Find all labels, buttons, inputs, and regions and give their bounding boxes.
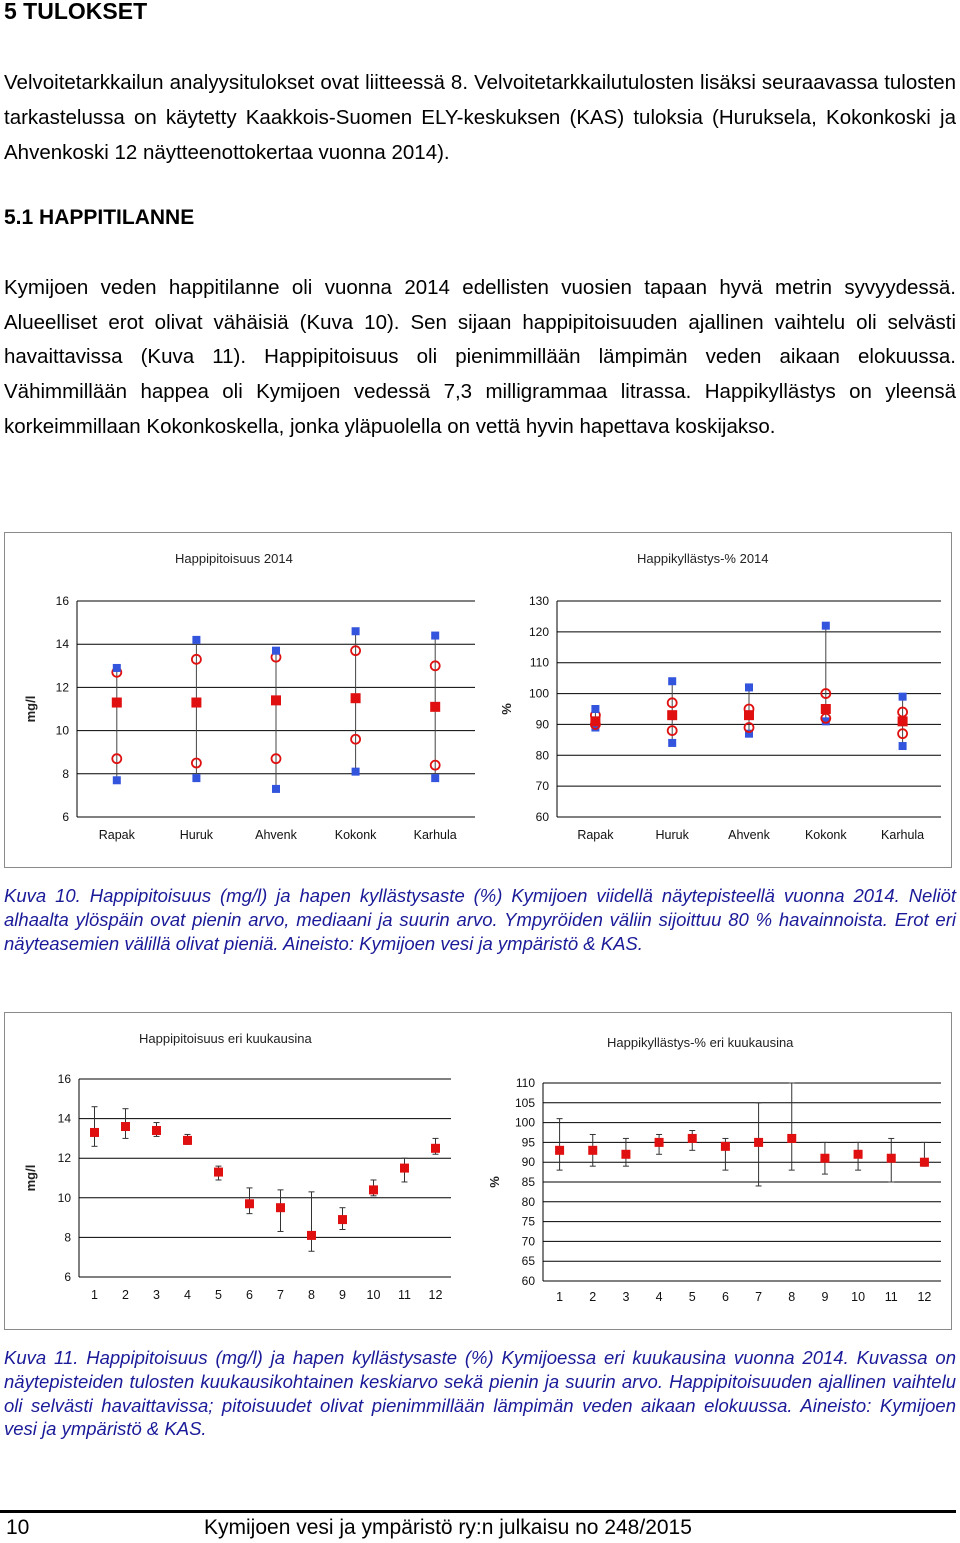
chart-1 (23, 551, 475, 842)
max-min-marker (745, 683, 753, 691)
x-tick-label: 8 (788, 1290, 796, 1304)
y-tick-label: 95 (521, 1135, 535, 1150)
max-min-marker (822, 622, 830, 630)
median-marker (112, 698, 122, 708)
x-tick-label: Huruk (179, 828, 214, 842)
y-tick-label: 6 (62, 810, 69, 824)
x-tick-label: 2 (122, 1288, 129, 1302)
x-tick-label: 1 (91, 1288, 98, 1302)
chart-title: Happipitoisuus 2014 (175, 551, 293, 566)
mean-marker (307, 1231, 316, 1240)
median-marker (271, 695, 281, 705)
max-min-marker (352, 627, 360, 635)
mean-marker (754, 1138, 763, 1147)
max-min-marker (192, 774, 200, 782)
max-min-marker (113, 664, 121, 672)
max-min-marker (113, 776, 121, 784)
x-tick-label: 7 (277, 1288, 284, 1302)
max-min-marker (431, 632, 439, 640)
median-marker (667, 710, 677, 720)
mean-marker (820, 1154, 829, 1163)
chart-3 (23, 1031, 451, 1302)
mean-marker (655, 1138, 664, 1147)
max-min-marker (668, 739, 676, 747)
y-tick-label: 70 (535, 779, 549, 794)
y-tick-label: 8 (62, 766, 69, 781)
oxygen-paragraph: Kymijoen veden happitilanne oli vuonna 2014 edellisten vuosien tapaan hyvä metrin syvyydessä. Alueelliset erot olivat vähäisiä (Kuva 10). Sen sijaan happipitoisuuden ajallinen vaihtelu oli selvästi havaittavissa (Kuva 11). Happipitoisuus oli pienimmillään lämpimän veden aikaan elokuussa. Vähimmillään happea oli Kymijoen vedessä 7,3 milligrammaa litrassa. Happikyllästys on yleensä korkeimmillaan Kokonkoskella, jonka yläpuolella on vettä hyvin hapettava koskijakso. (4, 276, 956, 438)
mean-marker (787, 1134, 796, 1143)
x-tick-label: Karhula (413, 828, 457, 842)
x-tick-label: Ahvenk (728, 828, 770, 842)
x-tick-label: 5 (215, 1288, 222, 1302)
y-tick-label: 14 (57, 1111, 71, 1126)
x-tick-label: 9 (339, 1288, 346, 1302)
chart-title: Happipitoisuus eri kuukausina (139, 1031, 312, 1046)
y-tick-label: 70 (521, 1234, 535, 1249)
x-tick-label: 11 (398, 1288, 411, 1302)
median-marker (430, 702, 440, 712)
x-tick-label: 10 (366, 1288, 381, 1302)
figure-10-caption: Kuva 10. Happipitoisuus (mg/l) ja hapen kyllästysaste (%) Kymijoen viidellä näytepisteellä vuonna 2014. Neliöt alhaalta ylöspäin ovat pienin arvo, mediaani ja suurin arvo. Ympyröiden väliin sijoittuu 80 % havainnoista. Erot eri näyteasemien välillä olivat pieniä. Aineisto: Kymijoen vesi ja ympäristö & KAS. (4, 885, 956, 954)
max-min-marker (591, 705, 599, 713)
mean-marker (555, 1146, 564, 1155)
page-number: 10 (6, 1516, 30, 1539)
max-min-marker (352, 768, 360, 776)
x-tick-label: 6 (721, 1290, 729, 1304)
subsection-heading: 5.1 HAPPITILANNE (4, 206, 195, 229)
y-tick-label: 14 (55, 637, 69, 652)
chart-title: Happikyllästys-% 2014 (637, 551, 769, 566)
median-marker (821, 704, 831, 714)
y-axis-label: % (499, 703, 514, 715)
y-tick-label: 90 (535, 717, 549, 732)
x-tick-label: 1 (556, 1290, 564, 1304)
x-tick-label: Rapak (98, 828, 135, 842)
y-tick-label: 16 (57, 1072, 71, 1086)
mean-marker (245, 1199, 254, 1208)
x-tick-label: 6 (246, 1288, 253, 1302)
x-tick-label: Kokonk (334, 828, 377, 842)
mean-marker (214, 1168, 223, 1177)
y-tick-label: 85 (521, 1175, 535, 1189)
x-tick-label: Ahvenk (255, 828, 297, 842)
y-tick-label: 105 (514, 1095, 535, 1110)
y-tick-label: 16 (55, 594, 69, 608)
y-tick-label: 10 (55, 723, 69, 738)
x-tick-label: 5 (688, 1290, 696, 1304)
x-tick-label: Rapak (577, 828, 614, 842)
y-tick-label: 120 (528, 624, 549, 639)
x-tick-label: 11 (884, 1290, 898, 1304)
mean-marker (338, 1215, 347, 1224)
intro-paragraph: Velvoitetarkkailun analyysitulokset ovat liitteessä 8. Velvoitetarkkailutulosten lisäksi seuraavassa tulosten tarkastelussa on käytetty Kaakkois-Suomen ELY-keskuksen (KAS) tuloksia (Huruksela, Kokonkoski ja Ahvenkoski 12 näytteenottokertaa vuonna 2014). (4, 71, 956, 164)
y-tick-label: 80 (521, 1194, 535, 1209)
y-axis-label: % (487, 1176, 502, 1188)
figure-11-charts (5, 1013, 951, 1329)
chart-2 (499, 551, 941, 842)
y-axis-label: mg/l (23, 695, 38, 723)
y-tick-label: 10 (57, 1190, 71, 1205)
x-tick-label: 2 (589, 1290, 597, 1304)
mean-marker (90, 1128, 99, 1137)
chart-title: Happikyllästys-% eri kuukausina (607, 1035, 794, 1050)
y-tick-label: 8 (64, 1230, 71, 1245)
section-heading: 5 TULOKSET (4, 0, 148, 24)
mean-marker (183, 1136, 192, 1145)
x-tick-label: 12 (428, 1288, 443, 1302)
y-tick-label: 100 (514, 1115, 535, 1130)
y-tick-label: 60 (535, 810, 549, 824)
x-tick-label: 4 (655, 1290, 663, 1304)
x-tick-label: 10 (851, 1290, 866, 1304)
x-tick-label: Kokonk (804, 828, 847, 842)
mean-marker (276, 1203, 285, 1212)
mean-marker (431, 1144, 440, 1153)
mean-marker (688, 1134, 697, 1143)
y-tick-label: 6 (64, 1270, 71, 1284)
x-tick-label: 3 (622, 1290, 630, 1304)
y-tick-label: 60 (521, 1274, 535, 1288)
mean-marker (121, 1122, 130, 1131)
mean-marker (887, 1154, 896, 1163)
max-min-marker (272, 785, 280, 793)
y-tick-label: 80 (535, 748, 549, 763)
figure-10-charts (5, 533, 951, 867)
y-tick-label: 130 (528, 594, 549, 608)
max-min-marker (668, 677, 676, 685)
x-tick-label: 8 (308, 1288, 315, 1302)
max-min-marker (899, 693, 907, 701)
x-tick-label: 4 (184, 1288, 191, 1302)
x-tick-label: 7 (755, 1290, 763, 1304)
x-tick-label: 3 (153, 1288, 160, 1302)
x-tick-label: 9 (821, 1290, 829, 1304)
x-tick-label: 12 (917, 1290, 932, 1304)
mean-marker (588, 1146, 597, 1155)
figure-10 (4, 532, 952, 868)
max-min-marker (431, 774, 439, 782)
y-tick-label: 12 (57, 1151, 71, 1166)
max-min-marker (272, 647, 280, 655)
y-tick-label: 100 (528, 686, 549, 701)
mean-marker (854, 1150, 863, 1159)
footer-rule (0, 1510, 956, 1513)
median-marker (898, 716, 908, 726)
mean-marker (400, 1164, 409, 1173)
y-tick-label: 12 (55, 680, 69, 695)
mean-marker (152, 1126, 161, 1135)
median-marker (351, 693, 361, 703)
x-tick-label: Karhula (881, 828, 925, 842)
chart-4 (487, 1035, 941, 1304)
median-marker (191, 698, 201, 708)
mean-marker (621, 1150, 630, 1159)
y-tick-label: 75 (521, 1214, 535, 1229)
figure-11 (4, 1012, 952, 1330)
y-tick-label: 65 (521, 1254, 535, 1269)
y-axis-label: mg/l (23, 1164, 38, 1192)
footer-publication: Kymijoen vesi ja ympäristö ry:n julkaisu no 248/2015 (204, 1516, 692, 1539)
max-min-marker (899, 742, 907, 750)
mean-marker (721, 1142, 730, 1151)
x-tick-label: Huruk (655, 828, 689, 842)
mean-marker (920, 1158, 929, 1167)
mean-marker (369, 1185, 378, 1194)
y-tick-label: 90 (521, 1155, 535, 1170)
figure-11-caption: Kuva 11. Happipitoisuus (mg/l) ja hapen kyllästysaste (%) Kymijoessa eri kuukausina vuonna 2014. Kuvassa on näytepisteiden tulosten kuukausikohtainen keskiarvo sekä pienin ja suurin arvo. Happipitoisuuden ajallinen vaihtelu oli selvästi havaittavissa; pitoisuudet olivat pienimmillään lämpimän veden aikaan elokuussa. Aineisto: Kymijoen vesi ja ympäristö & KAS. (4, 1347, 956, 1440)
max-min-marker (192, 636, 200, 644)
y-tick-label: 110 (529, 655, 549, 670)
y-tick-label: 110 (515, 1076, 535, 1090)
